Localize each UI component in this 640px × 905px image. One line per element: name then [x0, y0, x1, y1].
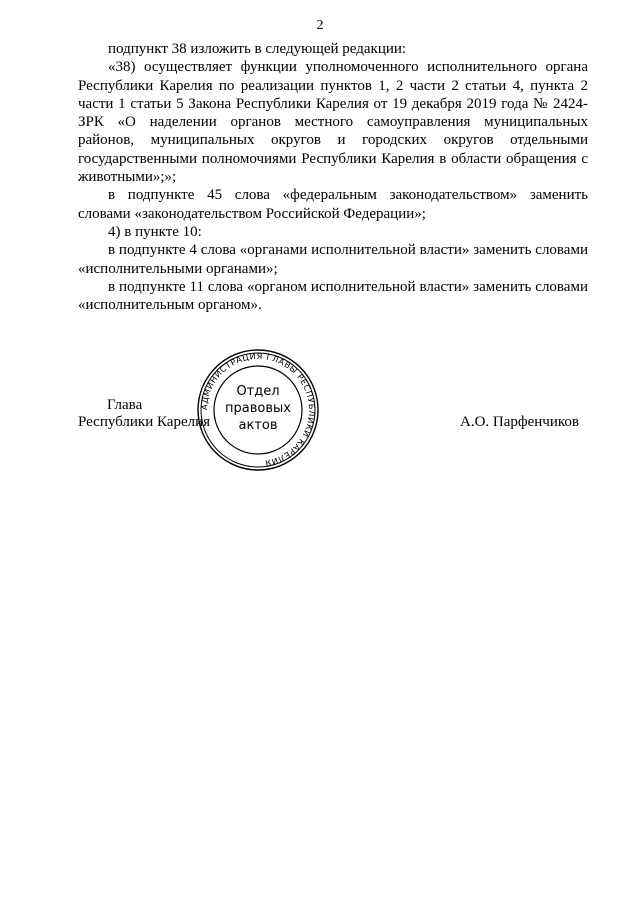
official-stamp — [196, 348, 320, 472]
paragraph: подпункт 38 изложить в следующей редакции: — [108, 41, 407, 57]
page-number: 2 — [316, 18, 324, 33]
stamp-ring-text-path: АДМИНИСТРАЦИЯ ГЛАВЫ РЕСПУБЛИКИ КАРЕЛИЯ — [198, 350, 318, 469]
stamp-center-line: Отдел — [236, 384, 280, 399]
signatory-name: А.О. Парфенчиков — [460, 414, 579, 430]
stamp-center-line: правовых — [225, 401, 291, 416]
paragraph: в подпункте 45 слова «федеральным законодательством» заменить словами «законодательством Российской Федерации»; — [78, 187, 588, 222]
paragraph: «38) осуществляет функции уполномоченного исполнительного органа Республики Карелия по реализации пунктов 1, 2 части 2 статьи 4, пункта 2 части 1 статьи 5 Закона Республики Карелия от 19 декабря 2019 года № 2424-ЗРК «О наделении органов местного самоуправления муниципальных районов, муниципальных округов и городских округов отдельными государственными полномочиями Республики Карелия в области обращения с животными»;»; — [78, 59, 588, 186]
paragraph: в подпункте 11 слова «органом исполнительной власти» заменить словами «исполнительным органом». — [78, 278, 588, 314]
document-body — [78, 40, 588, 314]
stamp-graphic — [196, 348, 320, 472]
paragraph: в подпункте 4 слова «органами исполнительной власти» заменить словами «исполнительными органами»; — [78, 242, 588, 277]
signature-title: Глава — [107, 397, 143, 413]
stamp-center-line: актов — [238, 418, 278, 433]
signature-organization: Республики Карелия — [78, 414, 211, 430]
paragraph: 4) в пункте 10: — [108, 223, 202, 240]
